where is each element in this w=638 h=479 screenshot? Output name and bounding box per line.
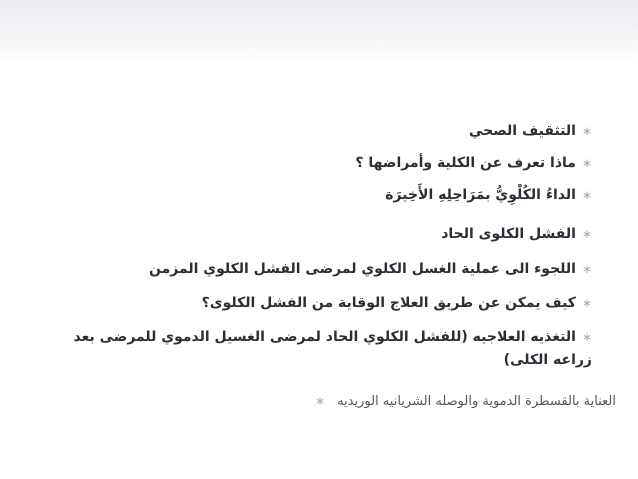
- list-item: [315, 392, 616, 411]
- list-item-text: التغذيه العلاجيه (للفشل الكلوي الحاد لمرضى الغسيل الدموي للمرضى بعد زراعه الكلى): [73, 329, 592, 368]
- bullet-icon: ∗: [581, 330, 592, 344]
- bullet-icon: ∗: [581, 156, 592, 170]
- list-item: [469, 122, 592, 140]
- bullet-icon: ∗: [581, 262, 592, 276]
- list-item-text: العناية بالقسطرة الدموية والوصله الشريانيه الوريديه: [337, 394, 616, 409]
- bullet-icon: ∗: [581, 296, 592, 310]
- bullet-icon: ∗: [315, 394, 326, 408]
- bullet-icon: ∗: [581, 227, 592, 241]
- list-item: [149, 260, 592, 278]
- bullet-icon: ∗: [581, 124, 592, 138]
- list-item-text: اللجوء الى عملية الغسل الكلوي لمرضى الفشل الكلوي المزمن: [148, 261, 576, 277]
- list-item: [355, 154, 592, 172]
- list-item: [202, 294, 592, 312]
- list-item-text: التثقيف الصحي: [469, 123, 576, 139]
- list-item-text: الفشل الكلوى الحاد: [441, 226, 576, 242]
- list-item-text: ماذا تعرف عن الكلية وأمراضها ؟: [355, 155, 576, 171]
- list-item: [441, 225, 592, 243]
- list-item-text: كيف يمكن عن طريق العلاج الوقاية من الفشل الكلوى؟: [201, 295, 576, 311]
- list-item-text: الداءُ الكُلْوِيُّ بمَرَاحِلِهِ الأَخِيرَة: [385, 187, 576, 203]
- bullet-icon: ∗: [581, 188, 592, 202]
- list-item: [32, 326, 592, 372]
- list-item: [385, 186, 592, 204]
